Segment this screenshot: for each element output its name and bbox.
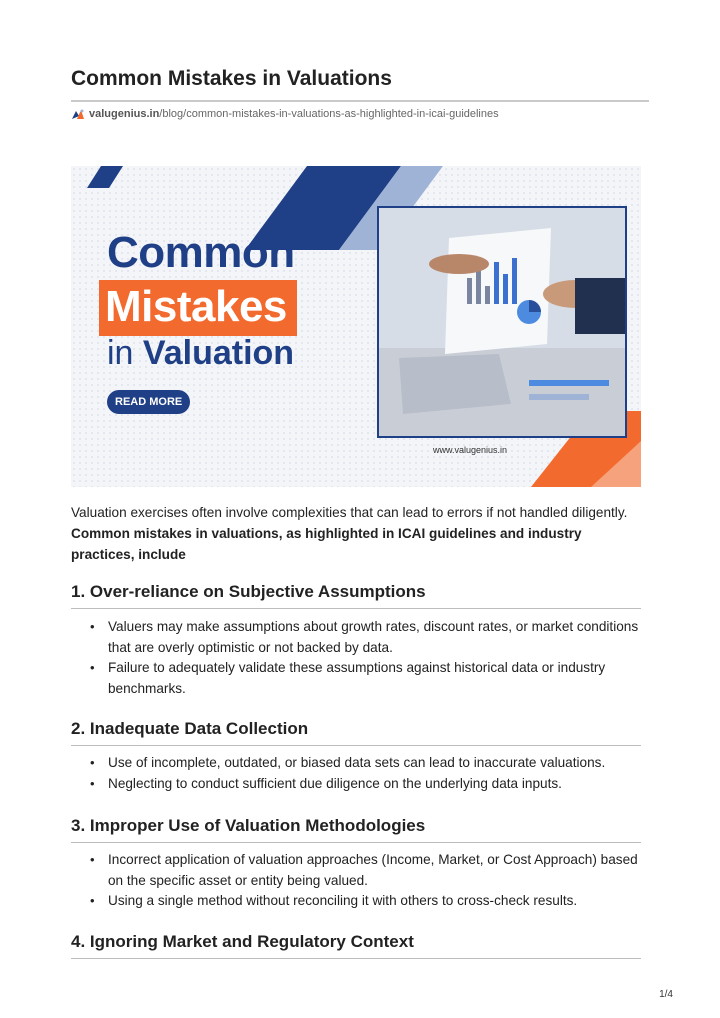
section-heading: 2. Inadequate Data Collection bbox=[71, 719, 309, 738]
page-number: 1/4 bbox=[659, 989, 673, 1000]
intro-paragraph bbox=[71, 502, 641, 565]
list-item: • Valuers may make assumptions about growth rates, discount rates, or market conditions that are overly optimistic or not backed by data. bbox=[89, 617, 649, 658]
list-item: • Neglecting to conduct sufficient due diligence on the underlying data inputs. bbox=[89, 774, 649, 795]
list-item: • Use of incomplete, outdated, or biased data sets can lead to inaccurate valuations. bbox=[89, 753, 649, 774]
bullet-list bbox=[89, 850, 649, 912]
list-item: • Using a single method without reconciling it with others to cross-check results. bbox=[89, 891, 649, 912]
banner-heading-bold: Valuation bbox=[142, 334, 295, 372]
list-item: • Failure to adequately validate these assumptions against historical data or industry benchmarks. bbox=[89, 658, 649, 699]
site-logo-icon bbox=[71, 108, 85, 120]
article-banner-image bbox=[71, 166, 641, 487]
page-title: Common Mistakes in Valuations bbox=[71, 67, 392, 90]
section-heading: 1. Over-reliance on Subjective Assumptions bbox=[71, 582, 426, 601]
section-divider bbox=[71, 608, 641, 609]
bullet-list bbox=[89, 753, 649, 794]
banner-heading-line-2: Mistakes bbox=[99, 280, 297, 336]
intro-bold-text: Common mistakes in valuations, as highlighted in ICAI guidelines and industry practices, include bbox=[71, 526, 582, 562]
chart-document-illustration bbox=[379, 208, 625, 436]
title-divider bbox=[71, 100, 649, 102]
source-domain: valugenius.in bbox=[89, 108, 160, 120]
business-photo bbox=[377, 206, 627, 438]
section-heading: 3. Improper Use of Valuation Methodologies bbox=[71, 816, 426, 835]
list-item: • Incorrect application of valuation approaches (Income, Market, or Cost Approach) based on the specific asset or entity being valued. bbox=[89, 850, 649, 891]
read-more-button[interactable]: READ MORE bbox=[107, 390, 190, 414]
banner-heading-line-1: Common bbox=[107, 228, 295, 277]
banner-heading-prefix: in bbox=[107, 334, 143, 372]
section-divider bbox=[71, 745, 641, 746]
source-link[interactable] bbox=[71, 108, 499, 120]
bullet-list bbox=[89, 617, 649, 699]
section-divider bbox=[71, 958, 641, 959]
source-path: /blog/common-mistakes-in-valuations-as-highlighted-in-icai-guidelines bbox=[159, 108, 499, 120]
section-heading: 4. Ignoring Market and Regulatory Context bbox=[71, 932, 414, 951]
banner-heading-line-3 bbox=[107, 334, 294, 373]
banner-url: www.valugenius.in bbox=[433, 445, 508, 455]
section-divider bbox=[71, 842, 641, 843]
intro-text: Valuation exercises often involve complexities that can lead to errors if not handled diligently. bbox=[71, 505, 628, 520]
